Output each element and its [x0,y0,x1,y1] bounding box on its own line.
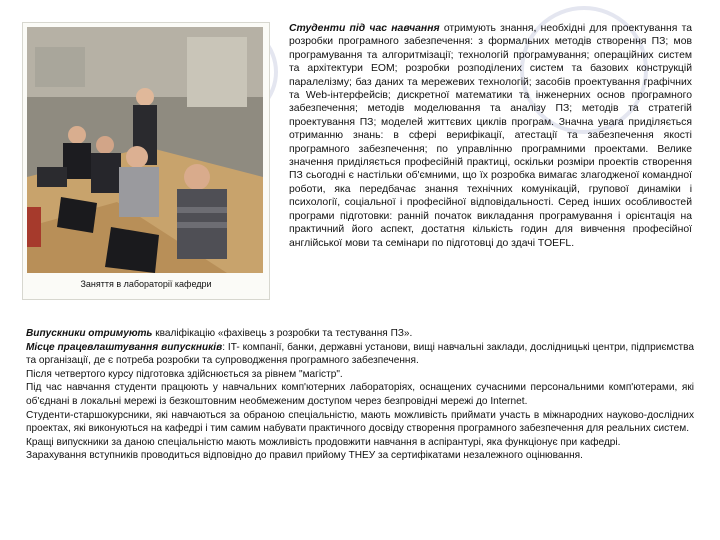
lab-photo [27,27,263,273]
qualification-lead: Випускники отримують [26,328,153,339]
workplace-lead: Місце працевлаштування випускників [26,341,223,353]
workplace-paragraph [26,341,694,368]
postgrad-paragraph: Кращі випускники за даною спеціальністю мають можливість продовжити навчання в аспірантурі, яка функціонує при кафедрі. [26,436,621,448]
qualification-text: кваліфікацію «фахівець з розробки та тестування ПЗ». [152,328,413,339]
intro-lead: Студенти під час навчання [289,23,440,34]
masters-paragraph: Після четвертого курсу підготовка здійснюється за рівнем "магістр". [26,368,343,380]
seniors-paragraph: Студенти-старшокурсники, які навчаються за обраною спеціальністю, мають можливість приймати участь в міжнародних науково-дослідних проектах, які виконуються на кафедрі і тим самим набувати практичного досвіду створення програмного забезпечення для реальних систем. [26,409,694,435]
lab-photo-illustration [27,27,263,273]
photo-card [22,22,270,300]
details-section [26,327,694,463]
photo-caption: Заняття в лабораторії кафедри [80,279,212,289]
admission-paragraph: Зарахування вступників проводиться відповідно до правил прийому ТНЕУ за сертифікатами незалежного оцінювання. [26,450,583,462]
workplace-text: : IT- компанії, банки, державні установи, вищі навчальні заклади, дослідницькі центри, підприємства та організації, де є потреба розробки та супроводження програмного забезпечення. [26,341,694,367]
intro-text: отримують знання, необхідні для проектування та розробки програмного забезпечення: з формальних методів створення ПЗ; мов програмування та алгоритмізації; технологій програмування; операційних систем та архітектури ЕОМ; розробки розподілених систем та базових конструкцій паралелізму; баз даних та мережевих технологій; засобів проектування графічних та Web-інтерфейсів; дискретної математики та інженерних основ програмного забезпечення; методів моделювання та аналізу ПЗ; методів та стратегій проектування ПЗ; моделей життєвих циклів програм. Значна увага приділяється отриманню знань: в сфері верифікації, атестації та забезпечення якості програмного забезпечення; по управлінню програмними проектами. Велике значення приділяється професійній практиці, оскільки розміри проектів створення ПЗ сьогодні є настільки об'ємними, що їх розробка вимагає злагодженої командної роботи, яка передбачає знання технічних комунікацій, групової динаміки і психології, соціальної і професійної відповідальності. Серед інших особливостей програми підготовки: ранній початок викладання програмування і орієнтація на практичний його аспект, достатня кількість годин для вивчення професійної англійської мови та семінари по підготовці до здачі TOEFL. [289,23,692,249]
qualification-paragraph [26,327,694,341]
intro-paragraph [289,22,692,250]
labs-paragraph: Під час навчання студенти працюють у навчальних комп'ютерних лабораторіях, оснащених сучасними персональними комп'ютерами, які об'єднані в локальні мережі із безкоштовним необмеженим доступом через безпровідні мережі до Internet. [26,382,694,407]
